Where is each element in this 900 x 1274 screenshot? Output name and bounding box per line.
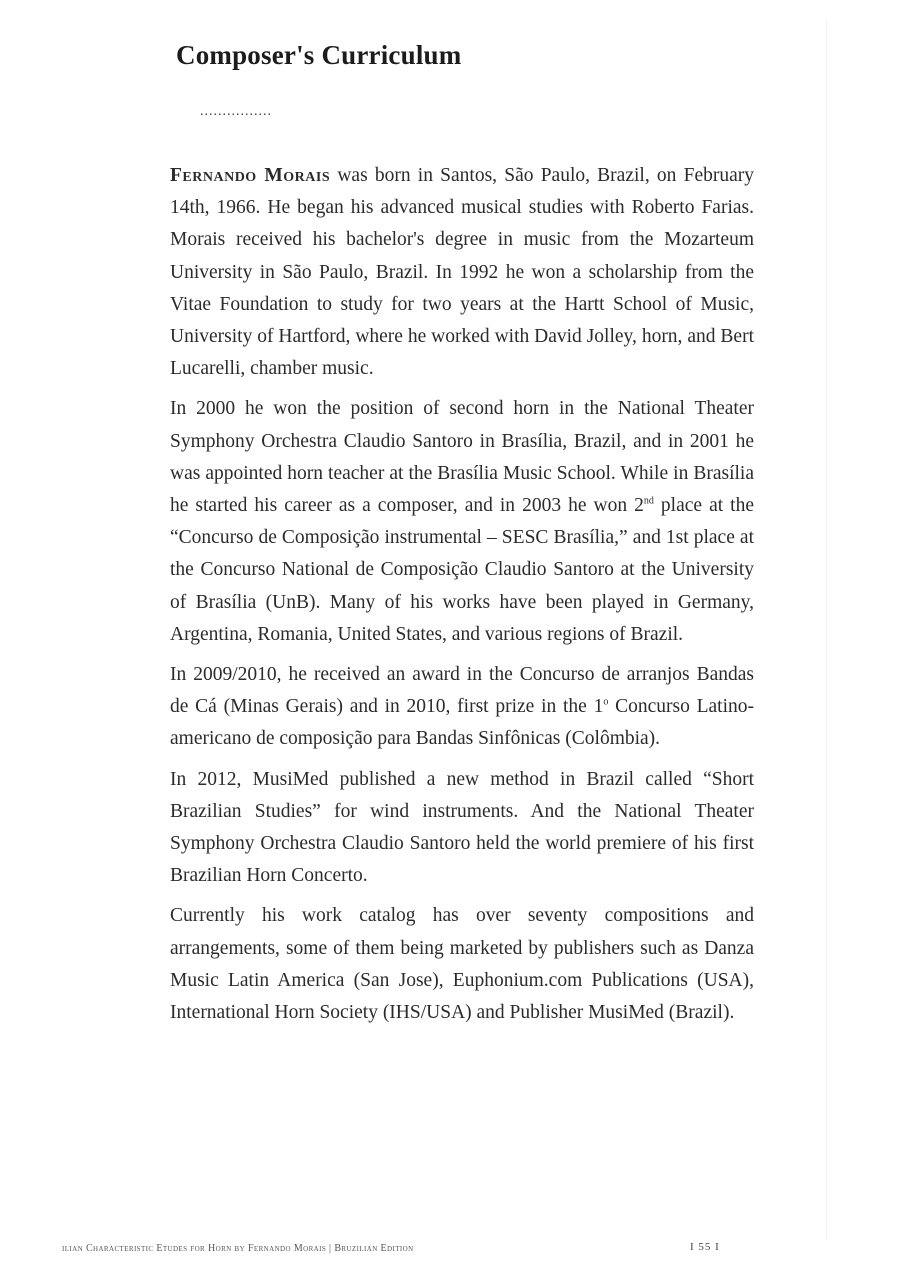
paragraph-2-text-b: place at the “Concurso de Composição instrumental – SESC Brasília,” and 1st place at the Concurso National de Composição Claudio Santoro at the University of Brasília (UnB). Many of his works have been played in Germany, Argentina, Romania, United States, and various regions of Brazil. xyxy=(170,495,754,645)
running-footer-title: ilian Characteristic Etudes for Horn by Fernando Morais | Bruzilian Edition xyxy=(62,1243,414,1254)
ordinal-suffix: nd xyxy=(643,495,654,507)
paragraph-1-text: was born in Santos, São Paulo, Brazil, on February 14th, 1966. He began his advanced musical studies with Roberto Farias. Morais received his bachelor's degree in music from the Mozarteum University in São Paulo, Brazil. In 1992 he won a scholarship from the Vitae Foundation to study for two years at the Hartt School of Music, University of Hartford, where he worked with David Jolley, horn, and Bert Lucarelli, chamber music. xyxy=(170,165,754,380)
paragraph-1 xyxy=(170,160,754,385)
title-ornament: ................ xyxy=(200,104,272,119)
page-title: Composer's Curriculum xyxy=(176,40,462,70)
paragraph-2 xyxy=(170,393,754,651)
paragraph-3-text-b: Concurso Latino-americano de composição para Bandas Sinfônicas (Colômbia). xyxy=(170,696,754,750)
paragraph-3 xyxy=(170,659,754,756)
paragraph-4: In 2012, MusiMed published a new method in Brazil called “Short Brazilian Studies” for wind instruments. And the National Theater Symphony Orchestra Claudio Santoro held the world premiere of his first Brazilian Horn Concerto. xyxy=(170,768,754,887)
paragraph-5: Currently his work catalog has over seventy compositions and arrangements, some of them being marketed by publishers such as Danza Music Latin America (San Jose), Euphonium.com Publications (USA), International Horn Society (IHS/USA) and Publisher MusiMed (Brazil). xyxy=(170,905,754,1024)
ordinal-indicator: o xyxy=(603,696,609,708)
paragraph-3-text-a: In 2009/2010, he received an award in the Concurso de arranjos Bandas de Cá (Minas Gerais) and in 2010, first prize in the 1 xyxy=(170,664,754,718)
page-edge-line xyxy=(826,20,827,1240)
body-text xyxy=(170,160,754,1037)
paragraph-2-text-a: In 2000 he won the position of second horn in the National Theater Symphony Orchestra Claudio Santoro in Brasília, Brazil, and in 2001 he was appointed horn teacher at the Brasília Music School. While in Brasília he started his career as a composer, and in 2003 he won 2 xyxy=(170,398,754,517)
composer-name: Fernando Morais xyxy=(170,165,331,186)
page-number: I 55 I xyxy=(690,1241,720,1253)
